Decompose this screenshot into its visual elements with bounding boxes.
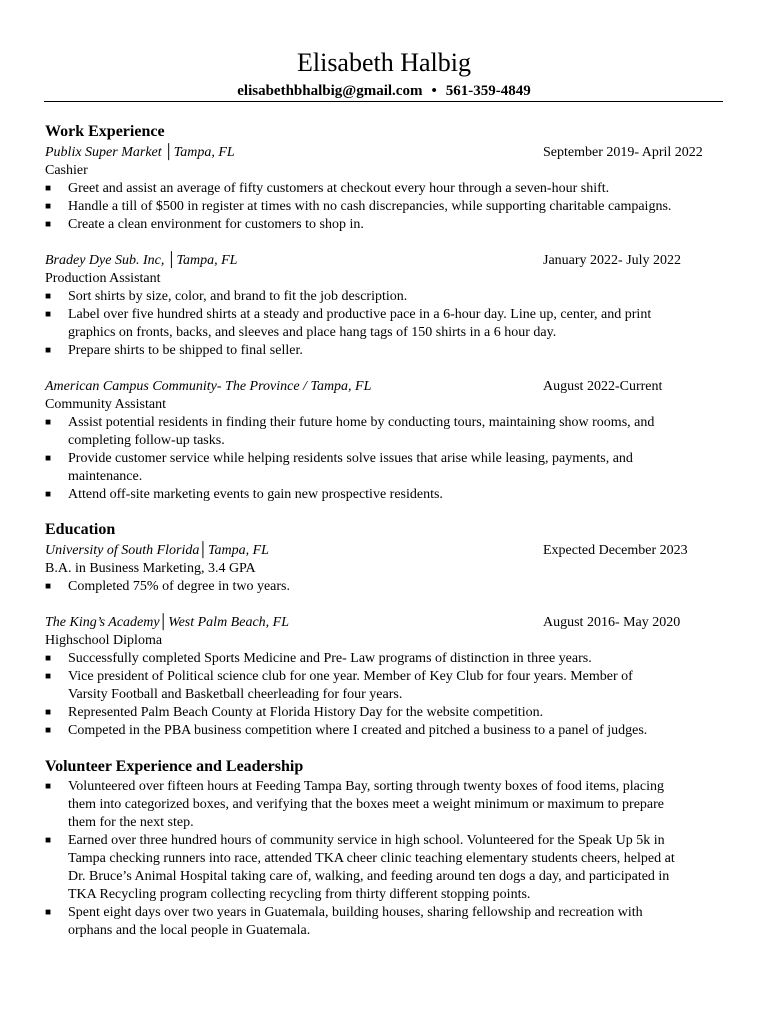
bullet-marker: ■ [45,219,52,230]
phone-number: 561-359-4849 [445,83,531,99]
job-role: Cashier [45,163,88,178]
school-degree: Highschool Diploma [45,633,163,648]
job-dates: January 2022- July 2022 [543,253,682,268]
bullet-marker: ■ [45,907,52,918]
school-org: The King’s Academy│West Palm Beach, FL [45,615,290,630]
school-dates: August 2016- May 2020 [543,615,681,630]
job-org: American Campus Community- The Province / Tampa, FL [45,379,372,394]
contact-separator: • [431,83,437,99]
bullet-marker: ■ [45,417,52,428]
bullet-marker: ■ [45,183,52,194]
bullet-marker: ■ [45,453,52,464]
bullet-marker: ■ [45,781,52,792]
contact-line [0,82,768,100]
resume-name: Elisabeth Halbig [296,48,471,77]
bullet-marker: ■ [45,581,52,592]
school-org: University of South Florida│Tampa, FL [45,543,269,558]
job-org: Bradey Dye Sub. Inc, │Tampa, FL [45,253,238,268]
resume-page: Elisabeth Halbig elisabethbhalbig@gmail.com • 561-359-4849 Work Experience Publix Super Market │Tampa, FL September 2019- April 2022 Cashier ■ Greet and assist an average of fifty customers at checkout every hour through a seven-hour shift. ■ Handle a till of $500 in register at times with no cash discrepancies, while supporting charitable campaigns. ■ Create a clean environment for customers to shop in. Bradey Dye Sub. Inc, │Tampa, FL January 2022- July 2022 Production Assistant ■ Sort shirts by size, color, and brand to fit the job description. ■ Label over five hundred shirts at a steady and productive pace in a 6-hour day. Line up, center, and print graphics on fronts, backs, and sleeves and place hang tags of 150 shirts in a 6 hour day. ■ Prepare shirts to be shipped to final seller. American Campus Community- The Province / Tampa, FL August 2022-Current Community Assistant ■ Assist potential residents in finding their future home by conducting tours, maintaining show rooms, and completing follow-up tasks. ■ Provide customer service while helping residents solve issues that arise while leasing, payments, and maintenance. ■ Attend off-site marketing events to gain new prospective residents. Education University of South Florida│Tampa, FL Expected December 2023 B.A. in Business Marketing, 3.4 GPA ■ Completed 75% of degree in two years. The King’s Academy│West Palm Beach, FL August 2016- May 2020 Highschool Diploma ■ Successfully completed Sports Medicine and Pre- Law programs of distinction in three years. ■ Vice president of Political science club for one year. Member of Key Club for four years. Member of Varsity Football and Basketball cheerleading for four years. ■ Represented Palm Beach County at Florida History Day for the website competition. ■ Competed in the PBA business competition where I created and pitched a business to a panel of judges. Volunteer Experience and Leadership ■ Volunteered over fifteen hours at Feeding Tampa Bay, sorting through twenty boxes of food items, placing them into categorized boxes, and verifying that the boxes meet a weight minimum or maximum to prepare them for the next step. ■ Earned over three hundred hours of community service in high school. Volunteered for the Speak Up 5k in Tampa checking runners into race, attended TKA cheer clinic teaching elementary students cheers, helped at Dr. Bruce’s Animal Hospital taking care of, walking, and feeding around ten dogs a day, and participated in TKA Recycling program collecting recycling from thirty different stopping points. ■ Spent eight days over two years in Guatemala, building houses, sharing fellowship and recreation with orphans and the local people in Guatemala. [0,0,768,1024]
school-degree: B.A. in Business Marketing, 3.4 GPA [45,561,256,576]
job-role: Community Assistant [45,397,166,412]
header-divider [44,101,723,102]
bullet-marker: ■ [45,201,52,212]
section-heading-work: Work Experience [45,123,165,140]
job-dates: September 2019- April 2022 [543,145,703,160]
bullet-marker: ■ [45,489,52,500]
job-dates: August 2022-Current [543,379,663,394]
bullet-marker: ■ [45,671,52,682]
bullet-marker: ■ [45,725,52,736]
bullet-marker: ■ [45,653,52,664]
job-role: Production Assistant [45,271,161,286]
section-heading-education: Education [45,521,116,538]
school-dates: Expected December 2023 [543,543,688,558]
bullet-marker: ■ [45,345,52,356]
bullet-marker: ■ [45,309,52,320]
email-address: elisabethbhalbig@gmail.com [237,83,423,99]
bullet-marker: ■ [45,291,52,302]
bullet-marker: ■ [45,835,52,846]
bullet-marker: ■ [45,707,52,718]
job-org: Publix Super Market │Tampa, FL [45,145,235,160]
section-heading-volunteer: Volunteer Experience and Leadership [45,758,304,775]
